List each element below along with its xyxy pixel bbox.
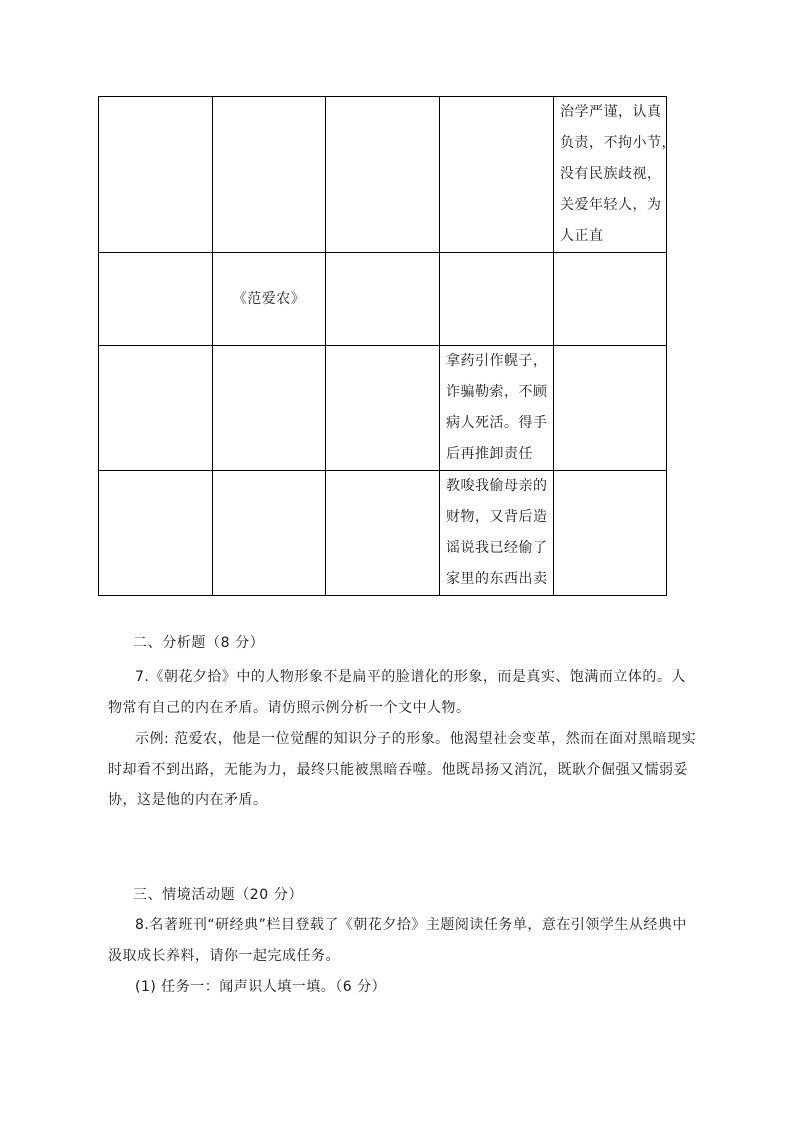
task-1: (1) 任务一：闻声识人填一填。（6 分） [135, 979, 387, 995]
table-cell [213, 471, 326, 596]
table-cell [326, 253, 440, 346]
example-answer: 示例: 范爱农，他是一位觉醒的知识分子的形象。他渴望社会变革，然而在面对黑暗现实时却看不到出路，无能为力，最终只能被黑暗吞噬。他既昂扬又消沉，既耿介倔强又懦弱妥协，这是他的内在矛盾。 [108, 731, 697, 808]
table-cell [213, 346, 326, 471]
table-row [99, 346, 667, 471]
question-7: 7.《朝花夕拾》中的人物形象不是扁平的脸谱化的形象，而是真实、饱满而立体的。人物常有自己的内在矛盾。请仿照示例分析一个文中人物。 [108, 669, 686, 716]
table-cell: 教唆我偷母亲的 财物，又背后造 谣说我已经偷了 家里的东西出卖 [440, 471, 554, 596]
table-row [99, 253, 667, 346]
table-cell [554, 346, 667, 471]
table-cell: 治学严谨，认真 负责，不拘小节， 没有民族歧视， 关爱年轻人，为 人正直 [554, 97, 667, 253]
table-cell [440, 253, 554, 346]
table-cell [554, 253, 667, 346]
table-cell [99, 471, 213, 596]
section-2-heading: 二、分析题（8 分） [133, 635, 265, 651]
character-table [98, 96, 676, 596]
table-cell [99, 253, 213, 346]
table-cell [554, 471, 667, 596]
table-cell [213, 97, 326, 253]
table-cell [326, 97, 440, 253]
table-cell [440, 97, 554, 253]
table-cell [99, 346, 213, 471]
table-row [99, 471, 667, 596]
question-8: 8.名著班刊“研经典”栏目登载了《朝花夕拾》主题阅读任务单，意在引领学生从经典中汲取成长养料，请你一起完成任务。 [108, 917, 687, 964]
table-cell: 拿药引作幌子， 诈骗勒索，不顾 病人死活。得手 后再推卸责任 [440, 346, 554, 471]
table-cell [99, 97, 213, 253]
table-cell: 《范爱农》 [213, 253, 326, 346]
table-cell [326, 471, 440, 596]
section-3-heading: 三、情境活动题（20 分） [133, 887, 304, 903]
table-row [99, 97, 667, 253]
table-cell [326, 346, 440, 471]
